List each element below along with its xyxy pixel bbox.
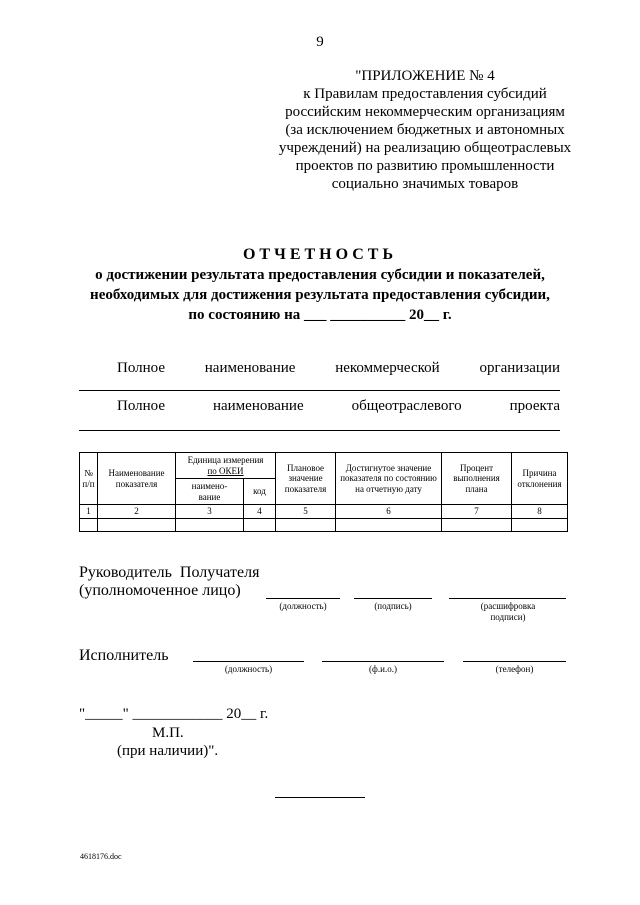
executor-phone-line	[463, 661, 566, 662]
report-title: ОТЧЕТНОСТЬ	[242, 246, 398, 263]
project-line	[79, 430, 560, 431]
executor-name-caption: (ф.и.о.)	[369, 664, 397, 674]
executor-position-line	[193, 661, 304, 662]
executor-position-caption: (должность)	[224, 664, 273, 674]
organization-label	[117, 359, 560, 377]
table-column-number: 5	[276, 505, 336, 519]
table-header-indicator-name: Наименование показателя	[98, 453, 176, 505]
table-column-number: 4	[244, 505, 276, 519]
table-header-unit	[176, 453, 276, 479]
project-label	[117, 397, 560, 415]
manager-sublabel: (уполномоченное лицо)	[79, 582, 241, 599]
report-subtitle-line: необходимых для достижения результата предоставления субсидии,	[90, 287, 550, 303]
table-header-achieved-value: Достигнутое значение показателя по состоянию на отчетную дату	[336, 453, 442, 505]
table-data-cell	[512, 518, 568, 531]
table-column-number: 1	[80, 505, 98, 519]
report-subtitle	[0, 265, 640, 325]
table-header-deviation-reason: Причина отклонения	[512, 453, 568, 505]
table-data-cell	[244, 518, 276, 531]
appendix-line: российским некоммерческим организациям	[285, 104, 565, 120]
table-column-number: 2	[98, 505, 176, 519]
stamp-note: (при наличии)".	[117, 743, 219, 759]
manager-signature-caption: (подпись)	[374, 601, 412, 611]
manager-signature-line	[354, 598, 432, 599]
table-header-plan-percent: Процент выполнения плана	[442, 453, 512, 505]
table-column-number: 3	[176, 505, 244, 519]
project-label-text: Полное наименование общеотраслевого проекта	[117, 398, 560, 414]
appendix-title: "ПРИЛОЖЕНИЕ № 4	[355, 68, 495, 84]
table-data-cell	[98, 518, 176, 531]
table-data-cell	[442, 518, 512, 531]
table-data-cell	[336, 518, 442, 531]
table-header-planned-value: Плановое значение показателя	[276, 453, 336, 505]
table-header-unit-code: код	[244, 479, 276, 505]
manager-label: Руководитель Получателя	[79, 564, 260, 581]
manager-position-line	[266, 598, 340, 599]
appendix-line: (за исключением бюджетных и автономных	[285, 122, 565, 138]
table-header-unit-okei: по ОКЕИ	[207, 465, 244, 476]
appendix-line: социально значимых товаров	[331, 176, 519, 192]
appendix-block	[250, 67, 600, 193]
appendix-line: учреждений) на реализацию общеотраслевых	[278, 140, 572, 156]
organization-line	[79, 390, 560, 391]
organization-label-text: Полное наименование некоммерческой организации	[117, 360, 560, 376]
footer-filename: 4618176.doc	[80, 852, 122, 861]
manager-transcript-caption: (расшифровка подписи)	[480, 601, 536, 622]
manager-transcript-line	[449, 598, 566, 599]
report-subtitle-line: по состоянию на ___ __________ 20__ г.	[188, 307, 452, 323]
executor-label: Исполнитель	[79, 647, 169, 664]
table-column-number: 7	[442, 505, 512, 519]
date-line: "_____" ____________ 20__ г.	[79, 706, 269, 722]
report-subtitle-line: о достижении результата предоставления субсидии и показателей,	[95, 267, 545, 283]
table-data-cell	[80, 518, 98, 531]
appendix-line: проектов по развитию промышленности	[295, 158, 555, 174]
executor-phone-caption: (телефон)	[495, 664, 534, 674]
table-data-cell	[276, 518, 336, 531]
table-header-number: № п/п	[80, 453, 98, 505]
table-data-cell	[176, 518, 244, 531]
appendix-line: к Правилам предоставления субсидий	[303, 86, 547, 102]
bottom-line	[275, 797, 365, 798]
table-column-number: 8	[512, 505, 568, 519]
manager-position-caption: (должность)	[279, 601, 327, 611]
table-header-unit-label: Единица измерения	[187, 455, 264, 465]
table-header-unit-name: наимено-вание	[176, 479, 244, 505]
executor-name-line	[322, 661, 444, 662]
page-number: 9	[316, 34, 324, 50]
report-table	[79, 452, 568, 532]
stamp-label: М.П.	[152, 725, 184, 741]
table-column-number: 6	[336, 505, 442, 519]
